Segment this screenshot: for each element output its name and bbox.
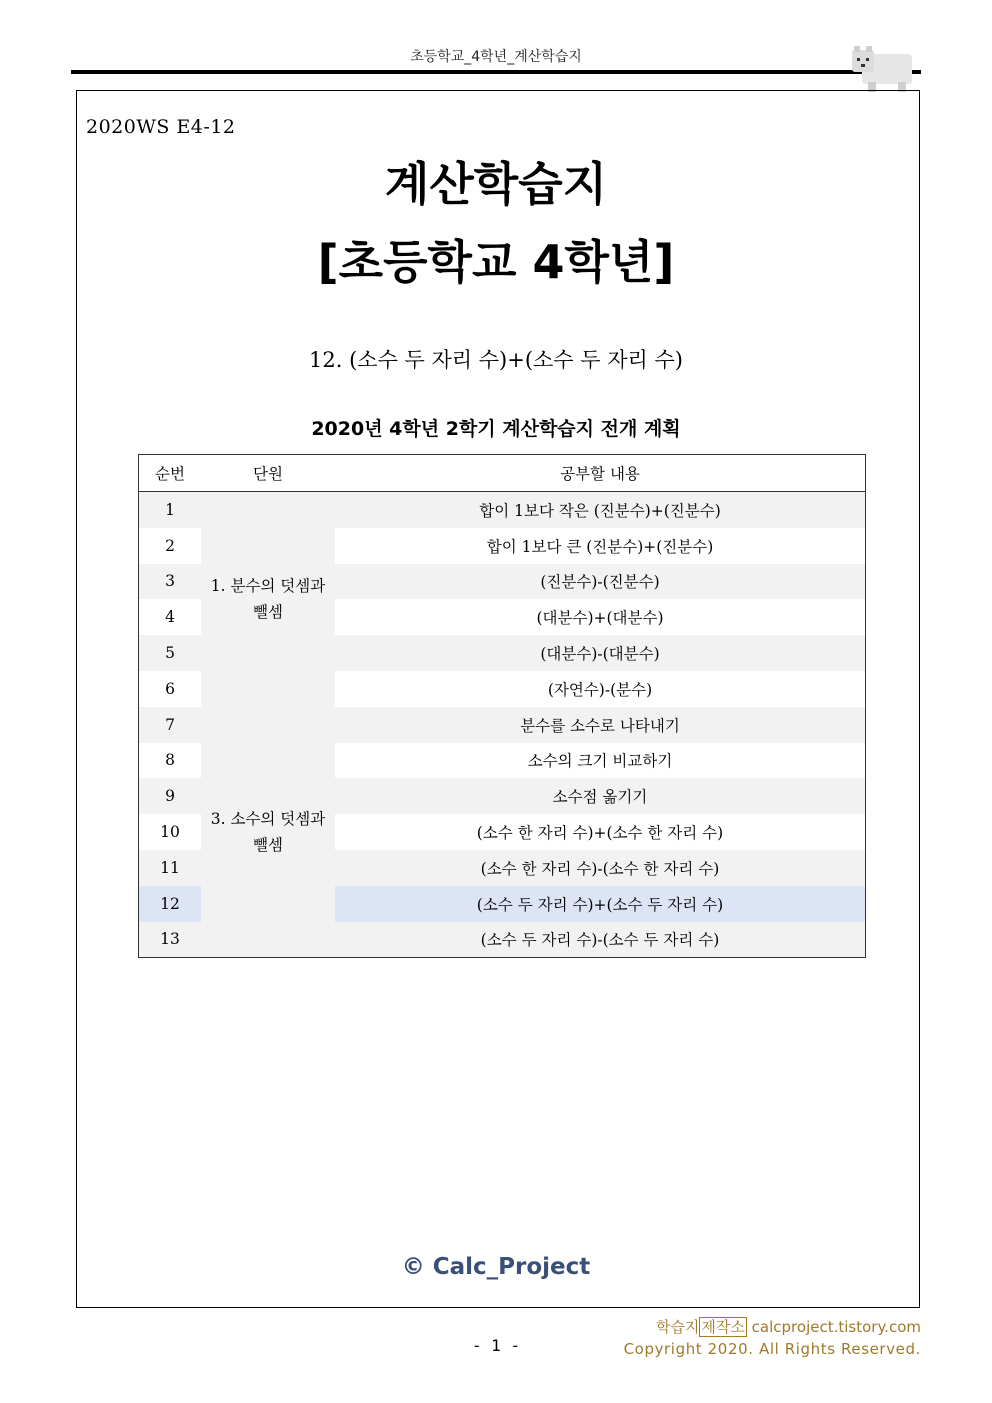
unit-cell: 3. 소수의 덧셈과 뺄셈 <box>201 707 335 958</box>
row-number: 13 <box>139 922 202 958</box>
page-number: - 1 - <box>471 1336 521 1355</box>
copyright: Copyright 2020. All Rights Reserved. <box>623 1340 921 1358</box>
running-header: 초등학교_4학년_계산학습지 <box>410 49 582 65</box>
row-content: (소수 한 자리 수)-(소수 한 자리 수) <box>335 850 866 886</box>
row-content: (자연수)-(분수) <box>335 671 866 707</box>
row-number: 5 <box>139 635 202 671</box>
row-content: 합이 1보다 작은 (진분수)+(진분수) <box>335 492 866 528</box>
row-number: 4 <box>139 599 202 635</box>
row-content: (대분수)-(대분수) <box>335 635 866 671</box>
maker-url[interactable]: calcproject.tistory.com <box>746 1318 921 1336</box>
row-number: 9 <box>139 778 202 814</box>
plan-title: 2020년 4학년 2학기 계산학습지 전개 계획 <box>311 418 681 440</box>
row-content: (진분수)-(진분수) <box>335 564 866 600</box>
main-title: 계산학습지 <box>384 157 608 211</box>
document-code: 2020WS E4-12 <box>86 116 236 138</box>
header-unit: 단원 <box>201 455 335 492</box>
row-content: 소수점 옮기기 <box>335 778 866 814</box>
row-content: (소수 한 자리 수)+(소수 한 자리 수) <box>335 814 866 850</box>
header-rule <box>71 70 921 74</box>
header-number: 순번 <box>139 455 202 492</box>
row-number: 3 <box>139 564 202 600</box>
table-header-row <box>139 455 866 492</box>
row-number: 11 <box>139 850 202 886</box>
table-row <box>139 492 866 528</box>
table-row <box>139 707 866 743</box>
row-number: 10 <box>139 814 202 850</box>
row-number: 1 <box>139 492 202 528</box>
row-number: 2 <box>139 528 202 564</box>
row-number: 7 <box>139 707 202 743</box>
row-content: (소수 두 자리 수)+(소수 두 자리 수) <box>335 886 866 922</box>
row-content: (소수 두 자리 수)-(소수 두 자리 수) <box>335 922 866 958</box>
maker-boxed: 제작소 <box>701 1318 745 1336</box>
row-content: 분수를 소수로 나타내기 <box>335 707 866 743</box>
row-number: 8 <box>139 743 202 779</box>
lesson-title: 12. (소수 두 자리 수)+(소수 두 자리 수) <box>309 348 683 372</box>
unit-cell: 1. 분수의 덧셈과 뺄셈 <box>201 492 335 707</box>
plan-table <box>138 454 866 958</box>
polar-bear-icon <box>850 44 918 94</box>
plan-table-body <box>139 492 866 958</box>
row-number: 6 <box>139 671 202 707</box>
main-subtitle: [초등학교 4학년] <box>317 235 675 289</box>
row-number: 12 <box>139 886 202 922</box>
header-content: 공부할 내용 <box>335 455 866 492</box>
maker-line <box>656 1316 921 1337</box>
row-content: 합이 1보다 큰 (진분수)+(진분수) <box>335 528 866 564</box>
row-content: (대분수)+(대분수) <box>335 599 866 635</box>
footer-brand: © Calc_Project <box>401 1254 591 1280</box>
row-content: 소수의 크기 비교하기 <box>335 743 866 779</box>
maker-prefix: 학습지 <box>655 1318 700 1336</box>
